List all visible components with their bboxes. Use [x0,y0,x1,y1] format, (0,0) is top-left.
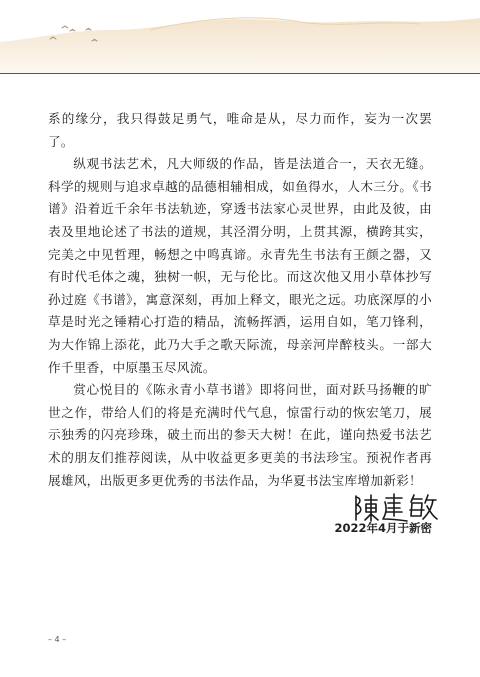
paragraph: 系的缘分，我只得鼓足勇气，唯命是从，尽力而作，妄为一次罢了。 [48,111,432,149]
header-divider [0,73,480,74]
header-landscape-decoration [0,0,480,75]
mountain-shape [0,18,480,73]
paragraph: 纵观书法艺术，凡大师级的作品，皆是法道合一，天衣无缝。科学的规则与追求卓越的品德相辅相成，如鱼得水，人木三分。《书谱》沿着近千余年书法轨迹，穿透书法家心灵世界，由此及彼，由表及里地论述了书法的道规，其泾渭分明，上贯其源，横跨其实，完美之中见哲理，畅想之中鸣真谛。永青先生书法有王颜之器，又有时代毛体之魂，独树一帜，无与伦比。而这次他又用小草体抄写孙过庭《书谱》，寓意深刻，再加上释文，眼光之远。功底深厚的小草是时光之锤精心打造的精品，流畅挥洒，运用自如，笔刀锋利，为大作锦上添花，此乃大手之歌天际流，母亲河岸醉枝头。一部大作千里香，中原墨玉尽风流。 [48,156,432,375]
signature-date: 2022年4月于新密 [334,521,432,535]
article-body [48,108,432,492]
paragraph: 赏心悦目的《陈永青小草书谱》即将问世，面对跃马扬鞭的旷世之作，带给人们的将是充满时代气息，惊雷行动的恢宏笔刀，展示独秀的闪亮珍珠，破土而出的参天大树！在此，谨向热爱书法艺术的朋友们推荐阅读，从中收益更多更美的书法珍宝。预祝作者再展雄风，出版更多更优秀的书法作品，为华夏书法宝库增加新彩！ [48,382,432,488]
page-number: – 4 – [48,635,67,644]
